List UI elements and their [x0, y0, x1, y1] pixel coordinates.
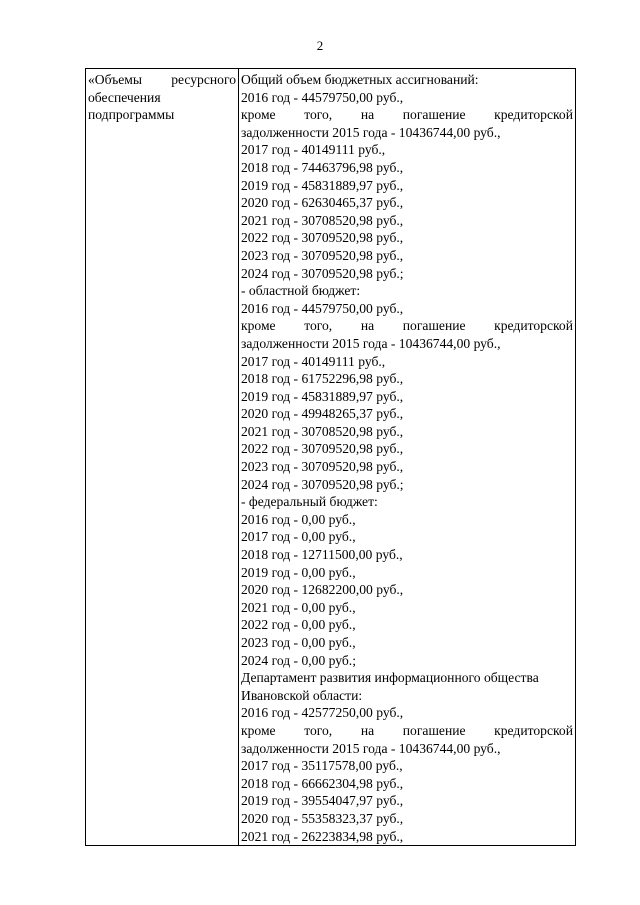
justified-word: кроме — [241, 722, 276, 738]
content-line: 2019 год - 0,00 руб., — [241, 564, 356, 580]
justified-word: кредиторской — [494, 107, 573, 123]
content-line: 2016 год - 42577250,00 руб., — [241, 705, 404, 721]
justified-word: кредиторской — [494, 318, 573, 334]
content-line: 2023 год - 0,00 руб., — [241, 635, 356, 650]
content-line: 2024 год - 30709520,98 руб.; — [241, 265, 404, 281]
content-line: 2018 год - 12711500,00 руб., — [241, 547, 403, 563]
content-line-justified — [241, 106, 573, 124]
page-number: 2 — [316, 38, 324, 53]
content-line: 2018 год - 66662304,98 руб., — [241, 775, 404, 791]
content-lines — [241, 71, 573, 845]
label-text — [88, 71, 236, 124]
justified-word: того, — [304, 318, 333, 334]
content-line: 2021 год - 26223834,98 руб., — [241, 828, 404, 844]
content-line: 2020 год - 55358323,37 руб., — [241, 810, 404, 826]
justified-word: погашение — [402, 107, 466, 123]
justified-word: того, — [304, 722, 333, 738]
content-line: - федеральный бюджет: — [241, 494, 378, 510]
content-line: 2023 год - 30709520,98 руб., — [241, 247, 404, 263]
label-line-2: обеспечения — [88, 89, 161, 105]
resource-table — [85, 68, 576, 846]
content-line: задолженности 2015 года - 10436744,00 руб., — [241, 124, 501, 140]
label-line-1 — [88, 71, 236, 89]
content-line: задолженности 2015 года - 10436744,00 руб., — [241, 740, 501, 756]
content-line: 2021 год - 30708520,98 руб., — [241, 212, 404, 228]
justified-word: на — [360, 318, 375, 334]
content-line: - областной бюджет: — [241, 283, 361, 299]
content-line: 2021 год - 0,00 руб., — [241, 599, 356, 615]
justified-word: кроме — [241, 107, 276, 123]
justified-word: на — [360, 722, 375, 738]
content-line: 2020 год - 49948265,37 руб., — [241, 406, 404, 422]
content-line: 2024 год - 0,00 руб.; — [241, 652, 356, 668]
justified-word: на — [360, 107, 375, 123]
content-line: 2017 год - 40149111 руб., — [241, 353, 386, 369]
label-line-3: подпрограммы — [88, 107, 175, 123]
justified-word: кредиторской — [494, 722, 573, 738]
label-word-1: «Объемы — [88, 72, 142, 87]
content-line: Ивановской области: — [241, 687, 363, 703]
label-word-2: ресурсного — [171, 72, 236, 87]
justified-word: кроме — [241, 318, 276, 334]
content-line: 2016 год - 44579750,00 руб., — [241, 89, 404, 105]
content-line-justified — [241, 317, 573, 335]
content-line: задолженности 2015 года - 10436744,00 руб., — [241, 335, 501, 351]
content-line: 2017 год - 0,00 руб., — [241, 529, 356, 545]
content-line: 2019 год - 45831889,97 руб., — [241, 177, 404, 193]
content-line: 2018 год - 74463796,98 руб., — [241, 159, 404, 175]
table-row — [86, 69, 576, 846]
content-line: 2019 год - 39554047,97 руб., — [241, 793, 404, 809]
content-line: 2016 год - 0,00 руб., — [241, 511, 356, 527]
content-line: 2020 год - 12682200,00 руб., — [241, 582, 404, 598]
content-line-justified — [241, 722, 573, 740]
content-line: Департамент развития информационного общества — [241, 670, 539, 686]
content-line: 2016 год - 44579750,00 руб., — [241, 300, 404, 316]
content-line: 2018 год - 61752296,98 руб., — [241, 371, 404, 387]
content-line: 2020 год - 62630465,37 руб., — [241, 195, 404, 211]
justified-word: погашение — [402, 722, 466, 738]
justified-word: погашение — [402, 318, 466, 334]
content-line: 2022 год - 30709520,98 руб., — [241, 441, 404, 457]
label-cell — [86, 69, 239, 846]
content-line: 2022 год - 30709520,98 руб., — [241, 230, 404, 246]
content-cell — [239, 69, 576, 846]
content-line: 2021 год - 30708520,98 руб., — [241, 423, 404, 439]
content-line: 2023 год - 30709520,98 руб., — [241, 459, 404, 475]
content-line: Общий объем бюджетных ассигнований: — [241, 72, 479, 87]
content-line: 2019 год - 45831889,97 руб., — [241, 388, 404, 404]
justified-word: того, — [304, 107, 333, 123]
content-line: 2022 год - 0,00 руб., — [241, 617, 356, 633]
content-line: 2017 год - 40149111 руб., — [241, 142, 386, 158]
content-line: 2017 год - 35117578,00 руб., — [241, 758, 403, 774]
content-line: 2024 год - 30709520,98 руб.; — [241, 476, 404, 492]
